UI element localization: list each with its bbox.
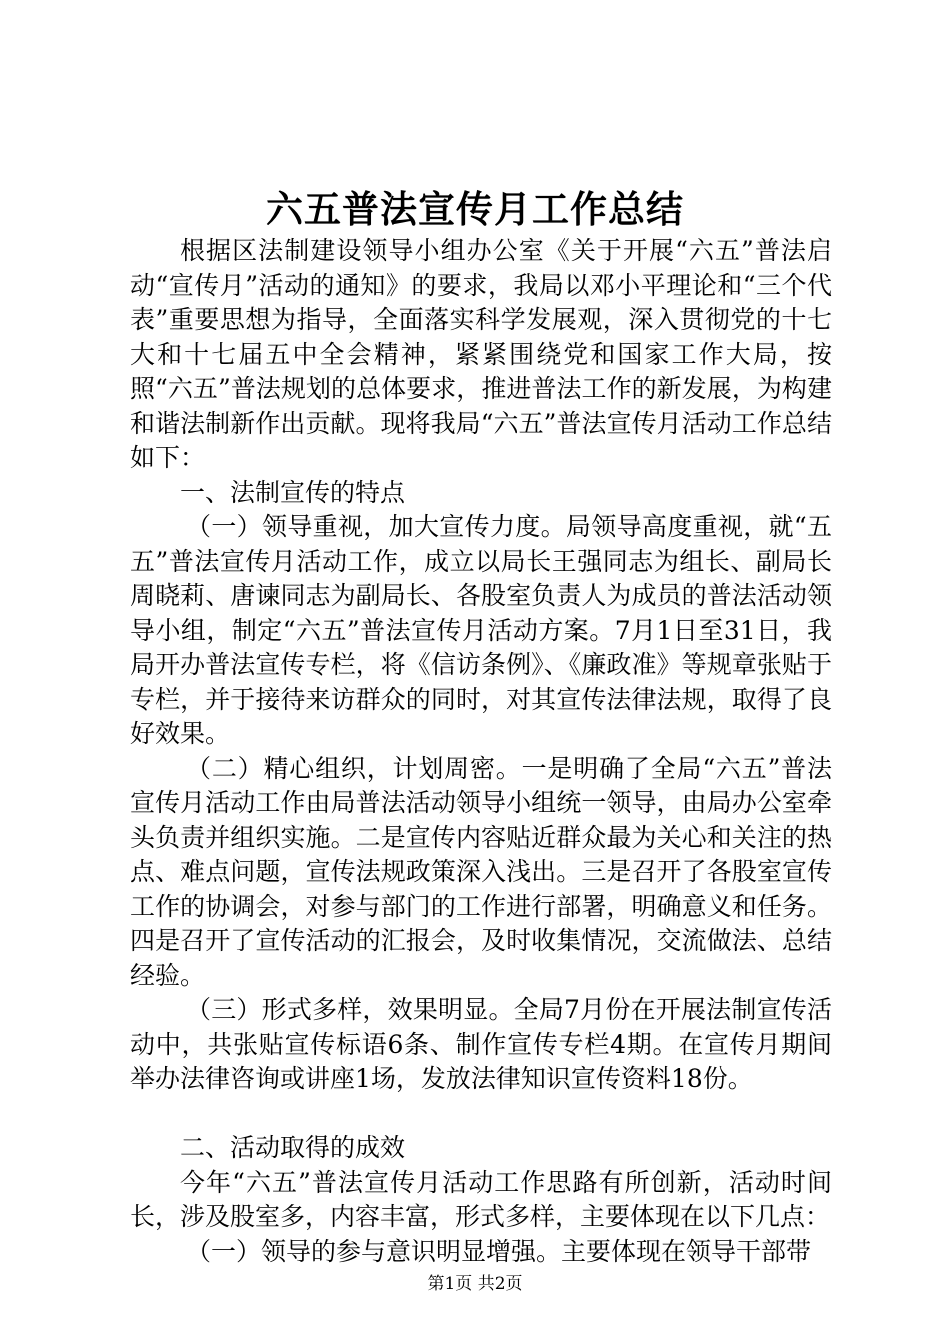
section-heading-2: 二、活动取得的成效 xyxy=(180,1133,406,1162)
section-2-intro-paragraph: 今年“六五”普法宣传月活动工作思路有所创新，活动时间长，涉及股室多，内容丰富，形式多样，主要体现在以下几点： xyxy=(130,1167,832,1231)
section-heading-1: 一、法制宣传的特点 xyxy=(180,477,406,507)
subsection-paragraph-4: （一）领导的参与意识明显增强。主要体现在领导干部带 xyxy=(186,1236,812,1266)
intro-paragraph: 根据区法制建设领导小组办公室《关于开展“六五”普法启动“宣传月”活动的通知》的要求，我局以邓小平理论和“三个代表”重要思想为指导，全面落实科学发展观，深入贯彻党的十七大和十七届五中全会精神，紧紧围绕党和国家工作大局，按照“六五”普法规划的总体要求，推进普法工作的新发展，为构建和谐法制新作出贡献。现将我局“六五”普法宣传月活动工作总结如下： xyxy=(130,236,832,472)
blank-line xyxy=(130,1097,832,1132)
document-title: 六五普法宣传月工作总结 xyxy=(266,187,684,231)
subsection-paragraph-1: （一）领导重视，加大宣传力度。局领导高度重视，就“五五”普法宣传月活动工作，成立以局长王强同志为组长、副局长周晓莉、唐谏同志为副局长、各股室负责人为成员的普法活动领导小组，制定“六五”普法宣传月活动方案。7月1日至31日，我局开办普法宣传专栏，将《信访条例》、《廉政准》等规章张贴于专栏，并于接待来访群众的同时，对其宣传法律法规，取得了良好效果。 xyxy=(130,512,832,748)
subsection-paragraph-2: （二）精心组织，计划周密。一是明确了全局“六五”普法宣传月活动工作由局普法活动领导小组统一领导，由局办公室牵头负责并组织实施。二是宣传内容贴近群众最为关心和关注的热点、难点问题，宣传法规政策深入浅出。三是召开了各股室宣传工作的协调会，对参与部门的工作进行部署，明确意义和任务。四是召开了宣传活动的汇报会，及时收集情况，交流做法、总结经验。 xyxy=(130,753,832,990)
page-number: 第1页 共2页 xyxy=(427,1274,523,1294)
document-body xyxy=(130,234,832,1269)
subsection-paragraph-3: （三）形式多样，效果明显。全局7月份在开展法制宣传活动中，共张贴宣传标语6条、制作宣传专栏4期。在宣传月期间举办法律咨询或讲座1场，发放法律知识宣传资料18份。 xyxy=(130,995,832,1093)
